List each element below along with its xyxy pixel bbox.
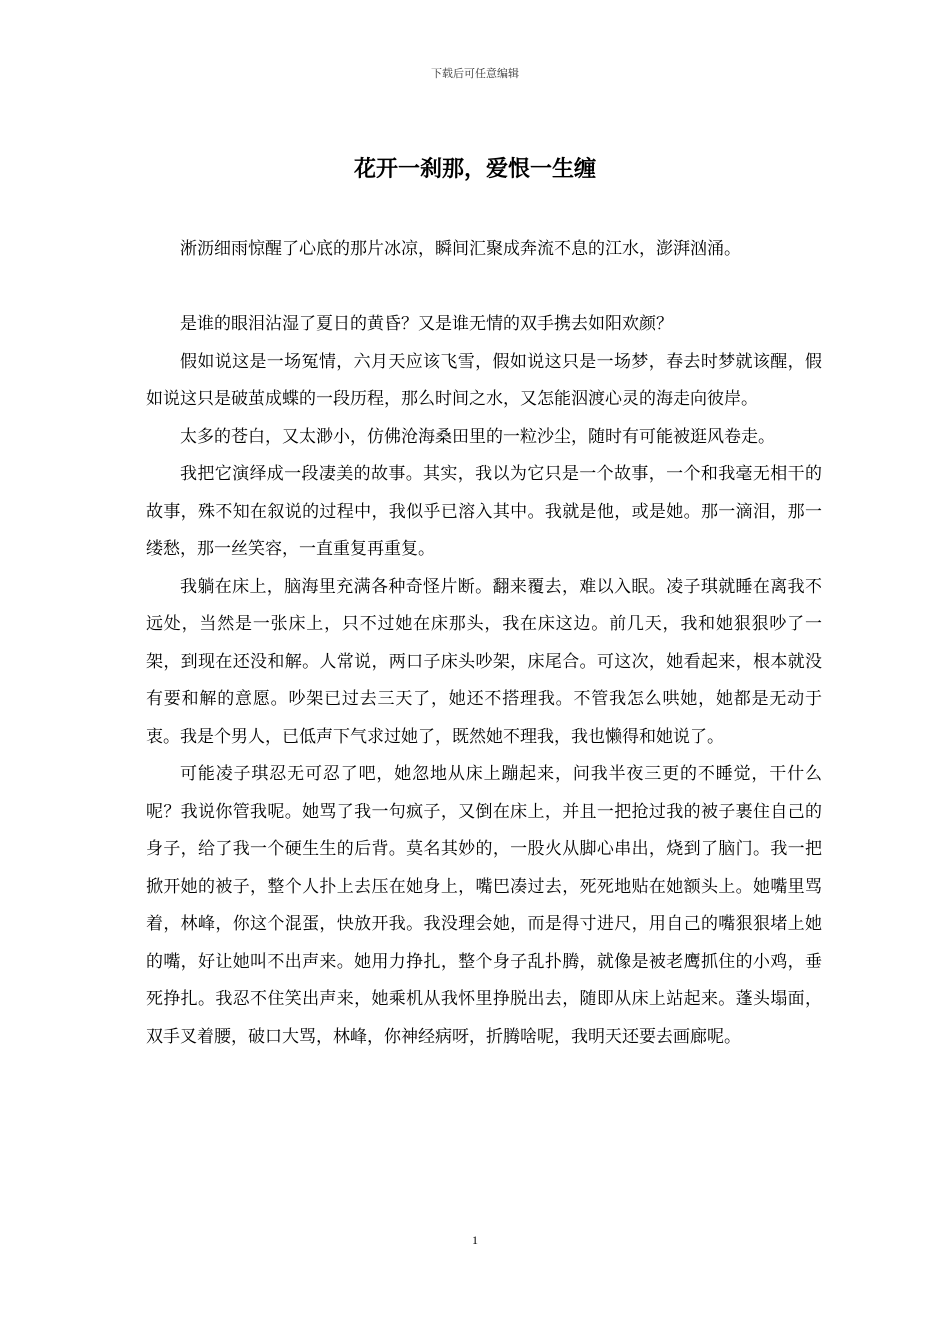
paragraph: 太多的苍白，又太渺小，仿佛沧海桑田里的一粒沙尘，随时有可能被逛风卷走。 — [180, 426, 775, 447]
paragraph: 假如说这是一场冤情，六月天应该飞雪，假如说这只是一场梦，春去时梦就该醒，假如说这只是破茧成蝶的一段历程，那么时间之水，又怎能泅渡心灵的海走向彼岸。 — [146, 351, 822, 409]
document-body — [146, 231, 822, 1056]
page-header: 下载后可任意编辑 — [431, 67, 519, 80]
page-number: 1 — [472, 1233, 478, 1247]
paragraph: 淅沥细雨惊醒了心底的那片冰凉，瞬间汇聚成奔流不息的江水，澎湃汹涌。 — [180, 239, 741, 259]
paragraph: 是谁的眼泪沾湿了夏日的黄昏？又是谁无情的双手携去如阳欢颜？ — [180, 314, 673, 334]
paragraph: 我躺在床上，脑海里充满各种奇怪片断。翻来覆去，难以入眠。凌子琪就睡在离我不远处，当然是一张床上，只不过她在床那头，我在床这边。前几天，我和她狠狠吵了一架，到现在还没和解。人常说，两口子床头吵架，床尾合。可这次，她看起来，根本就没有要和解的意愿。吵架已过去三天了，她还不搭理我。不管我怎么哄她，她都是无动于衷。我是个男人，已低声下气求过她了，既然她不理我，我也懒得和她说了。 — [146, 576, 822, 747]
paragraph: 可能凌子琪忍无可忍了吧，她忽地从床上蹦起来，问我半夜三更的不睡觉，干什么呢？我说你管我呢。她骂了我一句疯子，又倒在床上，并且一把抢过我的被子裹住自己的身子，给了我一个硬生生的后背。莫名其妙的，一股火从脚心串出，烧到了脑门。我一把掀开她的被子，整个人扑上去压在她身上，嘴巴凑过去，死死地贴在她额头上。她嘴里骂着，林峰，你这个混蛋，快放开我。我没理会她，而是得寸进尺，用自己的嘴狠狠堵上她的嘴，好让她叫不出声来。她用力挣扎，整个身子乱扑腾，就像是被老鹰抓住的小鸡，垂死挣扎。我忍不住笑出声来，她乘机从我怀里挣脱出去，随即从床上站起来。蓬头塌面，双手叉着腰，破口大骂，林峰，你神经病呀，折腾啥呢，我明天还要去画廊呢。 — [146, 764, 822, 1047]
paragraph: 我把它演绎成一段凄美的故事。其实，我以为它只是一个故事，一个和我毫无相干的故事，殊不知在叙说的过程中，我似乎已溶入其中。我就是他，或是她。那一滴泪，那一缕愁，那一丝笑容，一直重复再重复。 — [146, 464, 822, 559]
document-title: 花开一刹那，爱恨一生缠 — [353, 157, 596, 182]
